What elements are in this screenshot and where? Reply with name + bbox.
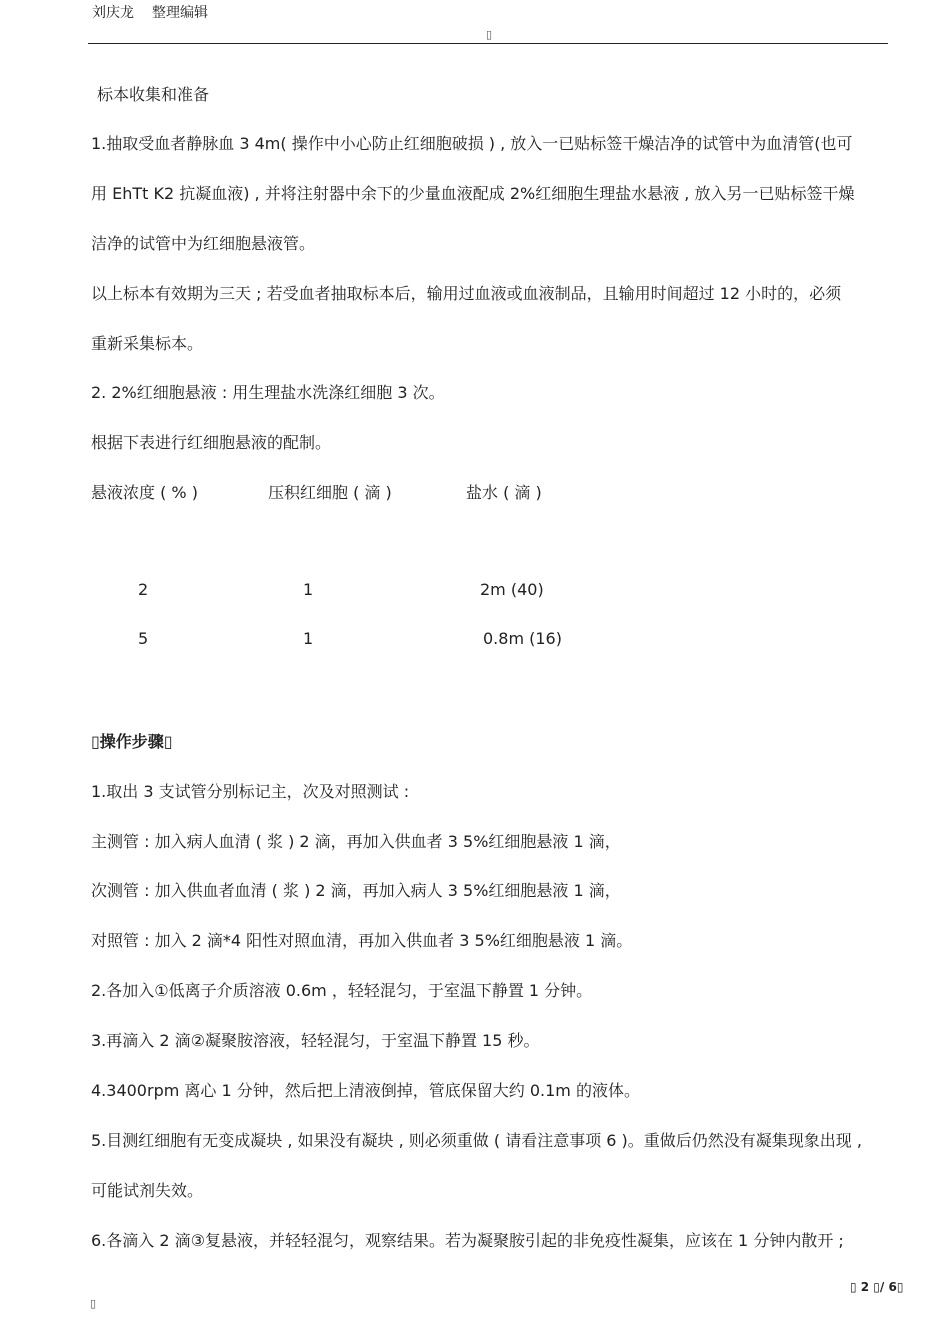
paragraph-line: 1.抽取受血者静脉血 3 4m( 操作中小心防止红细胞破损 ) , 放入一已贴标签干燥洁净的试管中为血清管(也可 [91,134,853,153]
step-line: 3.再滴入 2 滴②凝聚胺溶液，轻轻混匀，于室温下静置 15 秒。 [91,1031,540,1050]
header-author: 刘庆龙 [92,5,134,21]
section-title-procedure: ▯操作步骤▯ [91,732,173,751]
table-cell: 2m (40) [480,580,544,599]
table-cell: 1 [303,629,314,648]
step-line: 4.3400rpm 离心 1 分钟，然后把上清液倒掉，管底保留大约 0.1m 的液体。 [91,1081,640,1100]
table-cell: 5 [138,629,149,648]
step-line: 6.各滴入 2 滴③复悬液，并轻轻混匀，观察结果。若为凝聚胺引起的非免疫性凝集，应该在 1 分钟内散开 ; [91,1231,844,1250]
step-line: 1.取出 3 支试管分别标记主，次及对照测试 : [91,782,410,801]
footer-mark: ▯ [90,1297,97,1310]
header-mark: ▯ [486,28,493,41]
step-line: 对照管 : 加入 2 滴*4 阳性对照血清，再加入供血者 3 5%红细胞悬液 1 滴。 [91,931,633,950]
header-role: 整理编辑 [152,5,208,21]
section-title-specimen: 标本收集和准备 [97,85,210,104]
page-header [92,2,208,22]
paragraph-line: 重新采集标本。 [91,334,204,353]
table-header-packed-cells: 压积红细胞 ( 滴 ) [268,483,392,502]
table-header-saline: 盐水 ( 滴 ) [466,483,542,502]
paragraph-line: 洁净的试管中为红细胞悬液管。 [91,234,316,253]
step-line: 可能试剂失效。 [91,1181,204,1200]
table-header-concentration: 悬液浓度 ( % ) [91,483,198,502]
paragraph-line: 2. 2%红细胞悬液 : 用生理盐水洗涤红细胞 3 次。 [91,383,445,402]
paragraph-line: 用 EhTt K2 抗凝血液) , 并将注射器中余下的少量血液配成 2%红细胞生理盐水悬液 , 放入另一已贴标签干燥 [91,184,855,203]
step-line: 5.目测红细胞有无变成凝块 , 如果没有凝块 , 则必须重做 ( 请看注意事项 6 )。重做后仍然没有凝集现象出现 , [91,1131,862,1150]
step-line: 主测管 : 加入病人血清 ( 浆 ) 2 滴，再加入供血者 3 5%红细胞悬液 1 滴， [91,832,621,851]
header-divider [88,43,888,44]
paragraph-line: 根据下表进行红细胞悬液的配制。 [91,433,332,452]
step-line: 次测管 : 加入供血者血清 ( 浆 ) 2 滴，再加入病人 3 5%红细胞悬液 1 滴， [91,881,621,900]
table-cell: 1 [303,580,314,599]
table-cell: 2 [138,580,149,599]
paragraph-line: 以上标本有效期为三天 ; 若受血者抽取标本后，输用过血液或血液制品，且输用时间超过 12 小时的，必须 [91,284,842,303]
step-line: 2.各加入①低离子介质溶液 0.6m ，轻轻混匀，于室温下静置 1 分钟。 [91,981,593,1000]
page-number: ▯ 2 ▯/ 6▯ [850,1280,904,1294]
table-cell: 0.8m (16) [483,629,562,648]
